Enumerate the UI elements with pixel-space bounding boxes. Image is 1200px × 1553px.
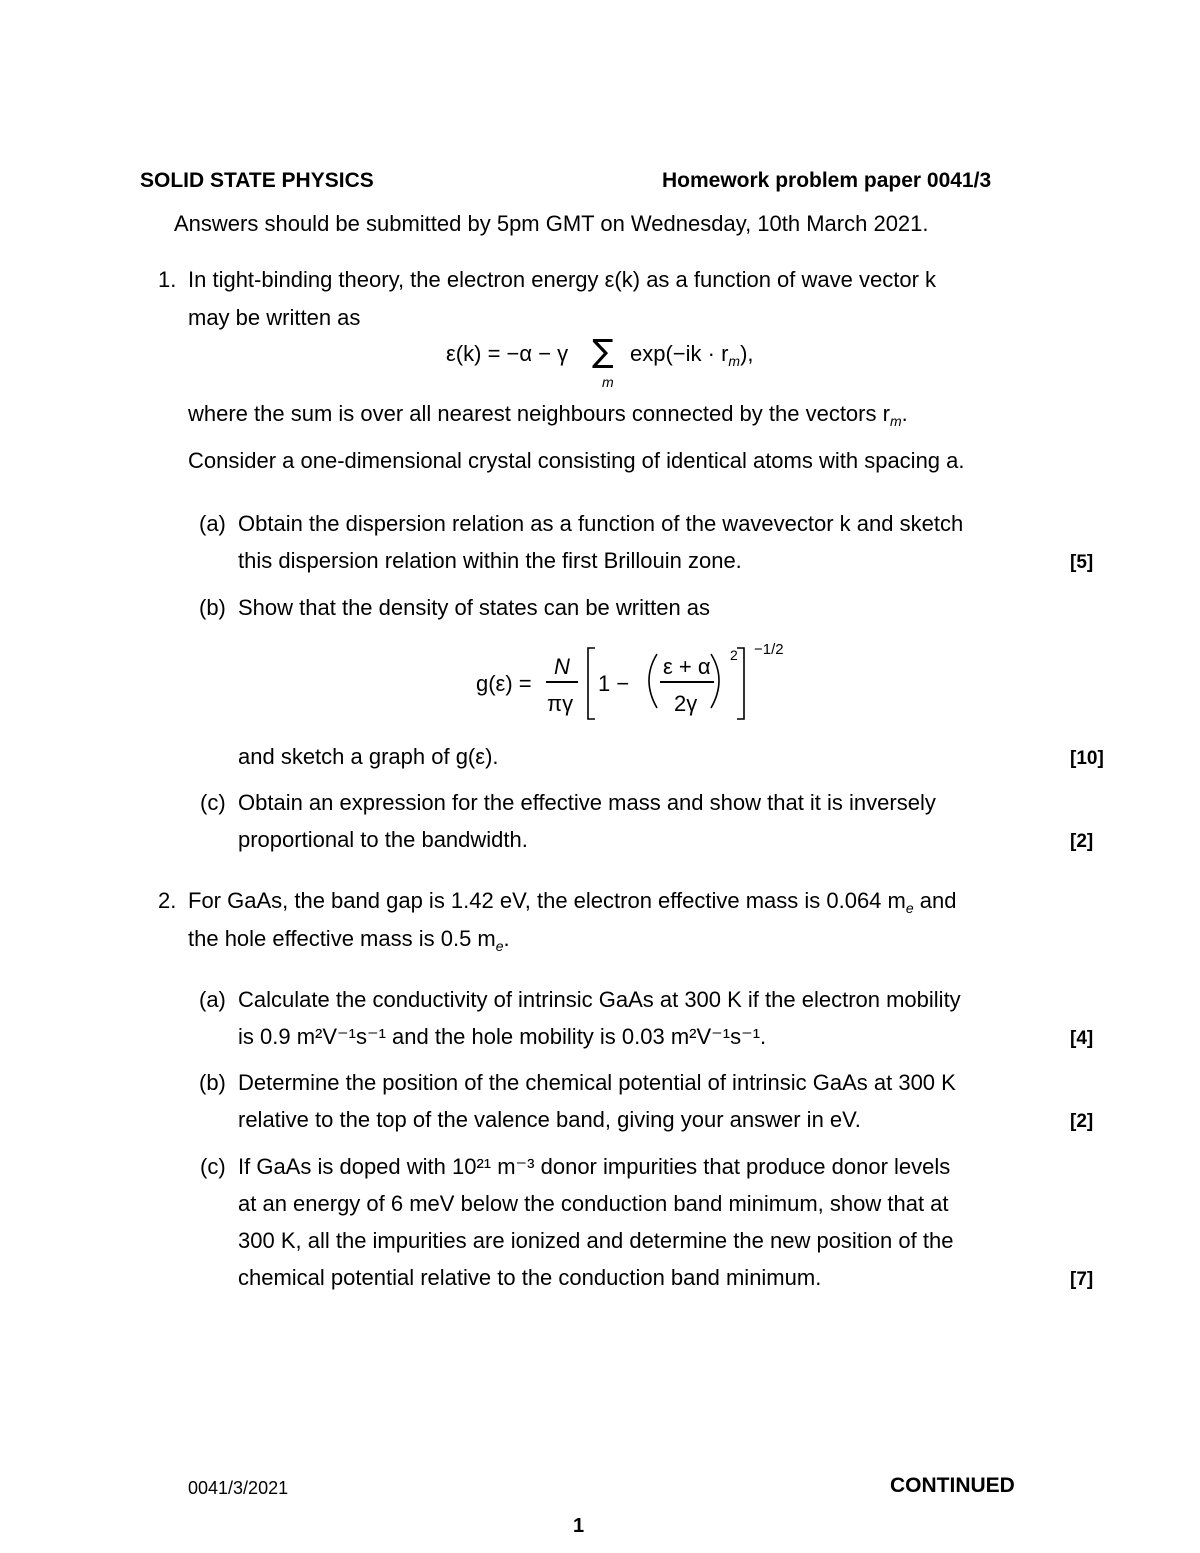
dos-inner-denominator: 2γ <box>674 691 698 716</box>
q2c-marks: [7] <box>1070 1269 1094 1290</box>
q1b-label: (b) <box>199 595 226 620</box>
q1b-line-1: Show that the density of states can be written as <box>238 595 711 620</box>
q2c-line-3: 300 K, all the impurities are ionized and determine the new position of the <box>238 1228 954 1253</box>
dos-denominator: πγ <box>547 691 574 716</box>
q2c-line-4: chemical potential relative to the conduction band minimum. <box>238 1265 822 1290</box>
q1a-marks: [5] <box>1070 552 1094 573</box>
q2b-line-1: Determine the position of the chemical potential of intrinsic GaAs at 300 K <box>238 1070 956 1095</box>
dos-inner-numerator: ε + α <box>663 654 711 679</box>
question-1-line-2: may be written as <box>188 305 361 330</box>
q1c-marks: [2] <box>1070 831 1094 852</box>
q2c-line-2: at an energy of 6 meV below the conduction band minimum, show that at <box>238 1191 949 1216</box>
question-1-number: 1. <box>158 267 177 292</box>
footer-paper-code: 0041/3/2021 <box>188 1478 289 1498</box>
q2c-label: (c) <box>200 1154 226 1179</box>
dos-outer-exponent: −1/2 <box>754 641 784 658</box>
paper-title: Homework problem paper 0041/3 <box>662 169 992 192</box>
q2a-line-1: Calculate the conductivity of intrinsic GaAs at 300 K if the electron mobility <box>238 987 961 1012</box>
dos-fraction-bar <box>546 681 578 683</box>
q1a-label: (a) <box>199 511 226 536</box>
q2a-marks: [4] <box>1070 1028 1094 1049</box>
question-2-line-1: For GaAs, the band gap is 1.42 eV, the electron effective mass is 0.064 $m_e$ and <box>188 888 957 916</box>
footer-continued: CONTINUED <box>890 1474 1015 1497</box>
submission-instructions: Answers should be submitted by 5pm GMT on Wednesday, 10th March 2021. <box>174 211 929 236</box>
q2b-marks: [2] <box>1070 1111 1094 1132</box>
page-number: 1 <box>573 1515 585 1537</box>
summation-symbol: ∑ <box>592 332 614 370</box>
question-2-line-2: the hole effective mass is 0.5 $m_e$. <box>188 926 510 954</box>
q1c-line-1: Obtain an expression for the effective mass and show that it is inversely <box>238 790 936 815</box>
dos-inner-fraction-bar <box>660 681 714 683</box>
q1a-line-2: this dispersion relation within the first Brillouin zone. <box>238 548 742 573</box>
question-1-line-4: Consider a one-dimensional crystal consisting of identical atoms with spacing a. <box>188 448 965 473</box>
q2b-line-2: relative to the top of the valence band, giving your answer in eV. <box>238 1107 861 1132</box>
q1a-line-1: Obtain the dispersion relation as a function of the wavevector k and sketch <box>238 511 964 536</box>
q1c-line-2: proportional to the bandwidth. <box>238 827 528 852</box>
course-title: SOLID STATE PHYSICS <box>140 169 374 192</box>
question-1-line-3: where the sum is over all nearest neighbours connected by the vectors $r_m$. <box>188 401 908 429</box>
equation-energy-lhs: ε(k) = −α − γ <box>446 341 569 366</box>
q1b-line-2: and sketch a graph of g(ε). <box>238 744 499 769</box>
q2a-line-2: is 0.9 m²V⁻¹s⁻¹ and the hole mobility is 0.03 m²V⁻¹s⁻¹. <box>238 1024 767 1049</box>
q1b-marks: [10] <box>1070 748 1104 769</box>
q2c-line-1: If GaAs is doped with 10²¹ m⁻³ donor impurities that produce donor levels <box>238 1154 951 1179</box>
q1c-label: (c) <box>200 790 226 815</box>
equation-energy-rhs: $\exp(-ik \cdot r_m)$, <box>630 341 754 369</box>
summation-index: m <box>602 374 614 390</box>
dos-numerator: N <box>554 654 570 679</box>
question-1-line-1: In tight-binding theory, the electron energy ε(k) as a function of wave vector k <box>188 267 937 292</box>
question-2-number: 2. <box>158 888 177 913</box>
dos-lhs: g(ε) = <box>476 671 532 696</box>
dos-square-exponent: 2 <box>730 647 738 663</box>
q2b-label: (b) <box>199 1070 226 1095</box>
dos-one-minus: 1 − <box>598 671 630 696</box>
q2a-label: (a) <box>199 987 226 1012</box>
